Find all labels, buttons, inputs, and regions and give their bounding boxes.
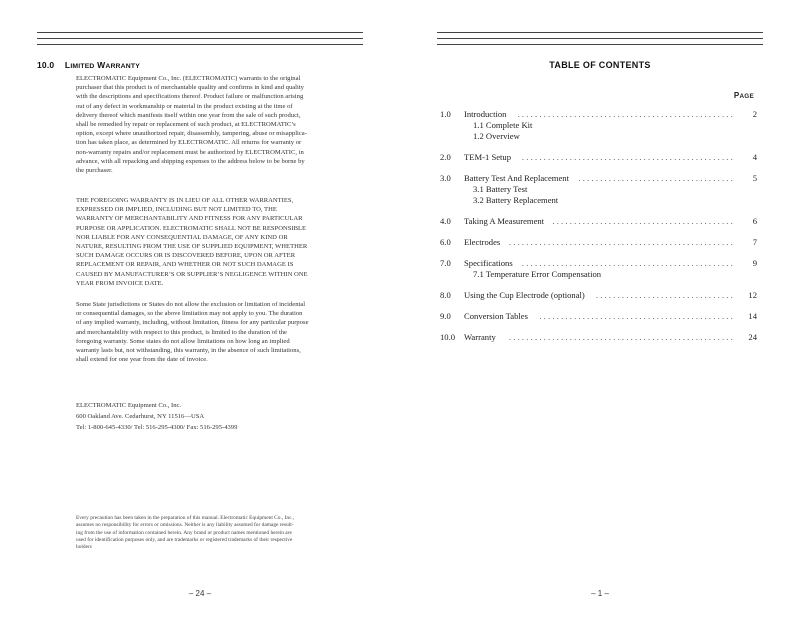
toc-entry [440, 311, 757, 322]
page-number: – 1 – [591, 589, 609, 598]
toc-subentry: 1.1 Complete Kit [473, 120, 533, 130]
toc-entry-number: 4.0 [440, 216, 451, 226]
toc-leader-dots: ................................ [595, 290, 735, 300]
right-page [400, 0, 800, 619]
toc-title: TABLE OF CONTENTS [549, 60, 651, 70]
toc-entry-page: 9 [752, 258, 757, 268]
toc-subentry: 3.1 Battery Test [473, 184, 528, 194]
company-address: ELECTROMATIC Equipment Co., Inc. 600 Oakland Ave. Cedarhurst, NY 11516—USA Tel: 1-800-645-4330/ Tel: 516-295-4300/ Fax: 516-295-4399 [76, 402, 238, 431]
header-rules [437, 32, 763, 50]
toc-entry [440, 216, 757, 227]
toc-entry-page: 24 [748, 332, 757, 342]
toc-entry-label: Conversion Tables [464, 311, 528, 321]
toc-entry-label: TEM-1 Setup [464, 152, 512, 162]
toc-entry-label: Battery Test And Replacement [464, 173, 569, 183]
toc-entry-number: 1.0 [440, 109, 451, 119]
toc-leader-dots: ............................................. [539, 311, 735, 321]
toc-leader-dots: .................................... [578, 173, 735, 183]
section-heading [37, 60, 140, 70]
warranty-paragraph-1: ELECTROMATIC Equipment Co., Inc. (ELECTROMATIC) warrants to the original purchaser that this product is of merchantable quality and confirms in kind and quality with the descriptions and specifications thereof. Product failure or malfunction arising out of any defect in workmanship or material in the product existing at the time of delivery thereof which manifests itself within one year from the sale of such product, shall be remedied by repair or replacement of such product, at ELECTROMATIC’s option, except where unauthorized repair, disassembly, tampering, abuse or misapplica- tion has taken place, as determined by ELECTROMATIC. All returns for warranty or non-warranty repairs and/or replacement must be authorized by ELECTROMATIC, in advance, with all repacking and shipping expenses to the address below to be borne by the purchaser. [76, 75, 307, 175]
toc-entry-label: Electrodes [464, 237, 501, 247]
header-rules [37, 32, 363, 50]
section-number: 10.0 [37, 60, 55, 70]
toc-entry [440, 152, 757, 163]
toc-entry-label: Specifications [464, 258, 513, 268]
section-title: LIMITED WARRANTY [64, 60, 140, 70]
toc-subentry: 1.2 Overview [473, 131, 520, 141]
toc-entry-number: 3.0 [440, 173, 451, 183]
toc-entry-page: 6 [752, 216, 757, 226]
toc-leader-dots: .................................................... [508, 237, 735, 247]
toc-entry-number: 9.0 [440, 311, 451, 321]
disclaimer-note: Every precaution has been taken in the preparation of this manual. Electromatic Equipment Co., Inc., assumes no responsibility for errors or omissions. Neither is any liability assumed for damage result- ing from the use of information contained herein. Any brand or product names mentioned herein are used for identification purposes only, and are trademarks or registered trademarks of their respective holders [76, 515, 295, 551]
toc-entry [440, 237, 757, 248]
warranty-paragraph-3: Some State jurisdictions or States do not allow the exclusion or limitation of incidental or consequential damages, so the above limitation may not apply to you. The duration of any implied warranty, including, without limitation, fitness for any particular purpose and merchantability with respect to this product, is limited to the duration of the foregoing warranty. Some states do not allow limitations on how long an implied warranty lasts but, not withstanding, this warranty, in the absence of such limitations, shall extend for one year from the date of invoice. [76, 301, 309, 364]
toc-leader-dots: ................................................. [521, 258, 735, 268]
toc-entry-label: Using the Cup Electrode (optional) [464, 290, 585, 300]
page-column-label: PAGE [733, 91, 754, 100]
toc-leader-dots: .................................................. [517, 109, 735, 119]
toc-entry-page: 5 [752, 173, 757, 183]
toc-entry [440, 258, 757, 269]
toc-entry-page: 14 [748, 311, 757, 321]
toc-entry [440, 290, 757, 301]
toc-entry-number: 2.0 [440, 152, 451, 162]
warranty-paragraph-2: THE FOREGOING WARRANTY IS IN LIEU OF ALL OTHER WARRANTIES, EXPRESSED OR IMPLIED, INCLUDING BUT NOT LIMITED TO, THE WARRANTY OF MERCHANTABILITY AND FITNESS FOR ANY PARTICULAR PURPOSE OR APPLICATION. ELECTROMATIC SHALL NOT BE RESPONSIBLE NOR LIABLE FOR ANY CONSEQUENTIAL DAMAGE, OF ANY KIND OR NATURE, RESULTING FROM THE USE OF SUPPLIED EQUIPMENT, WHETHER SUCH DAMAGE OCCURS OR IS DISCOVERED BEFORE, UPON OR AFTER REPLACEMENT OR REPAIR, AND WHETHER OR NOT SUCH DAMAGE IS CAUSED BY MANUFACTURER’S OR SUPPLIER’S NEGLIGENCE WITHIN ONE YEAR FROM INVOICE DATE. [76, 197, 308, 287]
toc-leader-dots: ................................................. [521, 152, 735, 162]
toc-entry-page: 7 [752, 237, 757, 247]
toc-entry-page: 4 [752, 152, 757, 162]
toc-entry-label: Introduction [464, 109, 507, 119]
toc-entry-label: Taking A Measurement [464, 216, 545, 226]
toc-subentry: 3.2 Battery Replacement [473, 195, 559, 205]
toc-entry-page: 12 [748, 290, 757, 300]
toc-leader-dots: .......................................... [552, 216, 735, 226]
toc-entry-label: Warranty [464, 332, 496, 342]
toc-entry [440, 109, 757, 120]
toc-entry-number: 7.0 [440, 258, 451, 268]
toc-entry-page: 2 [752, 109, 757, 119]
toc-entry-number: 8.0 [440, 290, 451, 300]
toc-leader-dots: .................................................... [508, 332, 735, 342]
toc-entry [440, 173, 757, 184]
toc-entry-number: 6.0 [440, 237, 451, 247]
page-number: – 24 – [188, 589, 212, 598]
toc-subentry: 7.1 Temperature Error Compensation [473, 269, 602, 279]
toc-entry-number: 10.0 [440, 332, 456, 342]
toc-entry [440, 332, 757, 343]
